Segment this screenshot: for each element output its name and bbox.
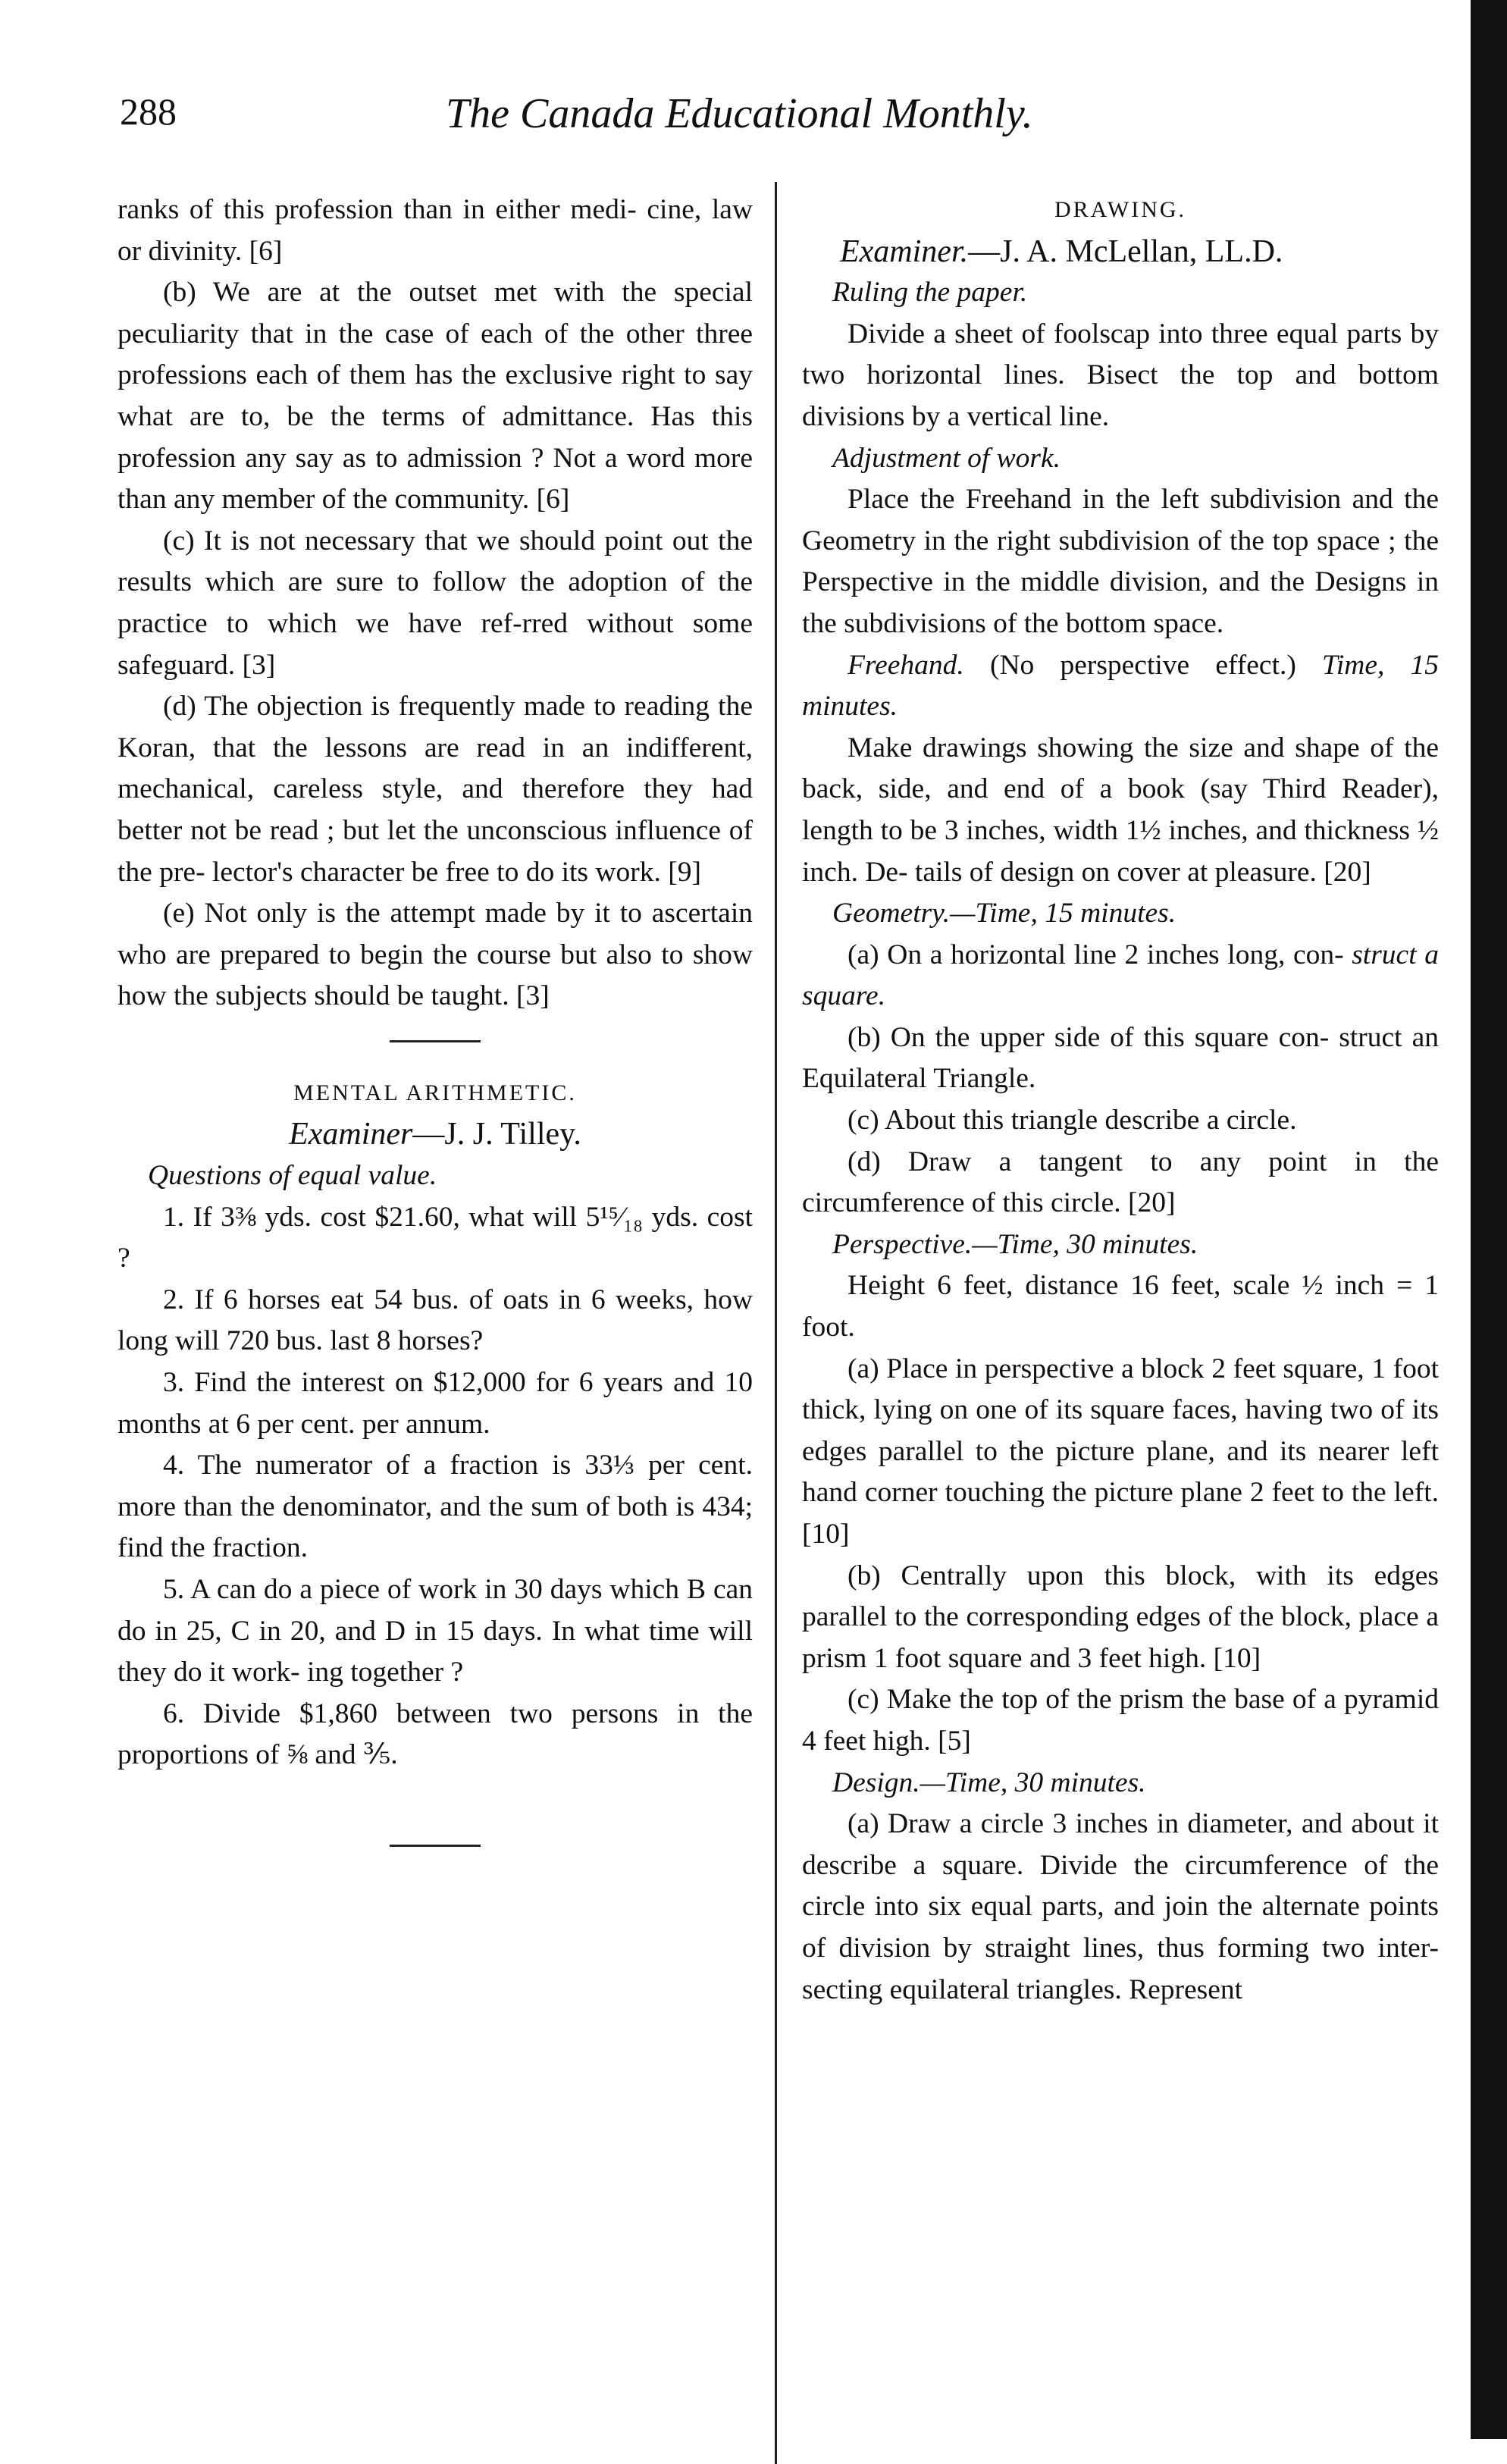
section-heading: MENTAL ARITHMETIC.	[293, 1080, 577, 1105]
freehand-heading-line	[802, 645, 1439, 728]
page-number: 288	[120, 90, 177, 133]
question: 6. Divide $1,860 between two persons in the proportions of ⅝ and ⅗.	[117, 1698, 753, 1771]
design-heading: Design.—Time, 30 minutes.	[832, 1766, 1146, 1798]
perspective-item-b: (b) Centrally upon this block, with its edges parallel to the corresponding edges of the block, place a prism 1 foot square and 3 feet high. [10]	[802, 1560, 1439, 1674]
freehand-time: Time, 15 minutes.	[802, 649, 1440, 723]
right-column	[802, 190, 1439, 2011]
paragraph: Place the Freehand in the left subdivision and the Geometry in the right subdivision of the top space ; the Perspective in the middle division, and the Designs in the subdivisions of the bottom space.	[802, 484, 1439, 639]
examiner-line	[117, 1114, 753, 1155]
geometry-item-d: (d) Draw a tangent to any point in the circumference of this circle. [20]	[802, 1146, 1439, 1219]
question: 2. If 6 horses eat 54 bus. of oats in 6 weeks, how long will 720 bus. last 8 horses?	[117, 1284, 753, 1357]
geometry-item-c: (c) About this triangle describe a circle.	[847, 1105, 1297, 1136]
section-rule	[390, 1040, 481, 1042]
perspective-item-c: (c) Make the top of the prism the base of a pyramid 4 feet high. [5]	[802, 1684, 1439, 1757]
examiner-line	[802, 231, 1439, 273]
paragraph: (d) The objection is frequently made to reading the Koran, that the lessons are read in an indifferent, mechanical, careless style, and therefore they had better not be read ; but let the unconscious influence of the pre- lector's character be free to do its work. [9]	[117, 691, 753, 888]
end-rule	[390, 1845, 481, 1847]
design-item-a: (a) Draw a circle 3 inches in diameter, and about it describe a square. Divide the circumference of the circle into six equal parts, and join the alternate points of division by straight lines, thus forming two inter- secting equilateral triangles. Represent	[802, 1808, 1439, 2005]
paragraph: Height 6 feet, distance 16 feet, scale ½ inch = 1 foot.	[802, 1270, 1439, 1343]
perspective-item-a: (a) Place in perspective a block 2 feet square, 1 foot thick, lying on one of its square faces, having two of its edges parallel to the picture plane, and its nearer left hand corner touching the picture plane 2 feet to the left. [10]	[802, 1353, 1439, 1550]
geometry-a-text: (a) On a horizontal line 2 inches long, con-	[847, 939, 1344, 970]
geometry-heading: Geometry.—Time, 15 minutes.	[832, 898, 1176, 929]
paragraph: (b) We are at the outset met with the special peculiarity that in the case of each of the other three professions each of them has the exclusive right to say what are to, be the terms of admittance. Has this profession any say as to admission ? Not a word more than any member of the community. [6]	[117, 277, 753, 516]
paragraph: Make drawings showing the size and shape of the back, side, and end of a book (say Third Reader), length to be 3 inches, width 1½ inches, and thickness ½ inch. De- tails of design on cover at pleasure. [20]	[802, 732, 1439, 888]
examiner-name: —J. J. Tilley.	[412, 1117, 581, 1152]
column-divider	[775, 182, 777, 2464]
questions-note: Questions of equal value.	[148, 1160, 437, 1192]
adjustment-heading: Adjustment of work.	[832, 442, 1061, 474]
question: 1. If 3⅜ yds. cost $21.60, what will 5¹⁵⁄₁₈ yds. cost ?	[117, 1201, 753, 1274]
running-title: The Canada Educational Monthly.	[446, 90, 1033, 137]
paragraph: (e) Not only is the attempt made by it to ascertain who are prepared to begin the course but also to show how the subjects should be taught. [3]	[117, 898, 753, 1012]
paragraph: ranks of this profession than in either medi- cine, law or divinity. [6]	[117, 194, 753, 267]
paragraph: (c) It is not necessary that we should point out the results which are sure to follow the adoption of the practice to which we have ref-rred without some safeguard. [3]	[117, 525, 753, 681]
freehand-note: (No perspective effect.)	[989, 649, 1296, 681]
examiner-label: Examiner.	[840, 234, 969, 269]
scan-edge-shadow	[1471, 0, 1507, 2439]
geometry-item-a	[802, 935, 1439, 1017]
examiner-name: —J. A. McLellan, LL.D.	[968, 234, 1283, 269]
ruling-heading: Ruling the paper.	[832, 277, 1028, 309]
question: 4. The numerator of a fraction is 33⅓ per cent. more than the denominator, and the sum of both is 434; find the fraction.	[117, 1450, 753, 1564]
geometry-a-emphasis: struct a square.	[802, 939, 1439, 1012]
geometry-item-b: (b) On the upper side of this square con- struct an Equilateral Triangle.	[802, 1021, 1439, 1095]
left-column	[117, 190, 753, 1847]
page-header	[120, 89, 1431, 158]
section-heading: DRAWING.	[1054, 197, 1187, 222]
freehand-heading: Freehand.	[847, 649, 964, 681]
perspective-heading: Perspective.—Time, 30 minutes.	[832, 1228, 1198, 1260]
examiner-label: Examiner	[289, 1117, 413, 1152]
paragraph: Divide a sheet of foolscap into three equal parts by two horizontal lines. Bisect the top and bottom divisions by a vertical line.	[802, 318, 1439, 432]
question: 5. A can do a piece of work in 30 days which B can do in 25, C in 20, and D in 15 days. In what time will they do it work- ing together ?	[117, 1574, 753, 1688]
question: 3. Find the interest on $12,000 for 6 years and 10 months at 6 per cent. per annum.	[117, 1367, 753, 1440]
